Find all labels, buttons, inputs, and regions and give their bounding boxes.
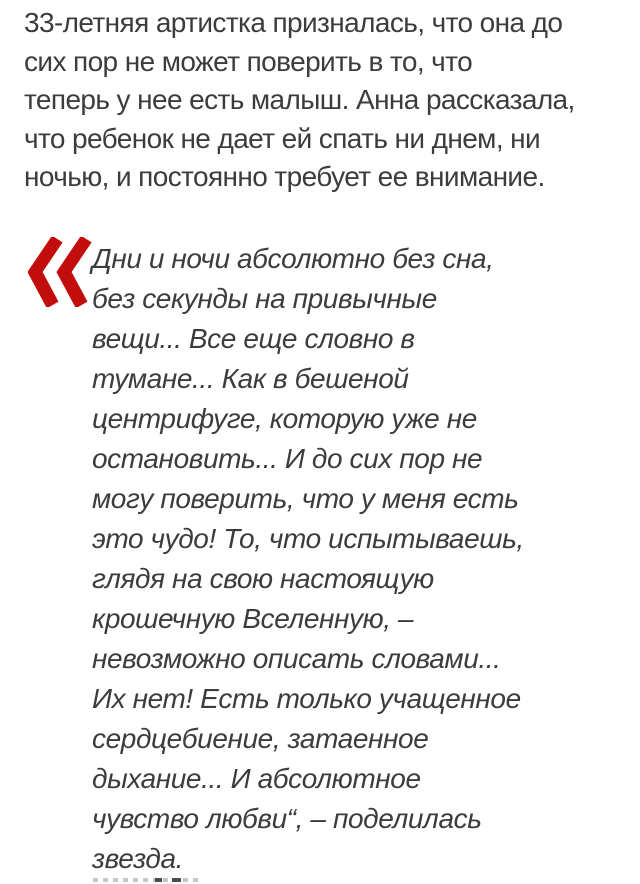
text-line: сих пор не может поверить в то, что bbox=[24, 45, 473, 77]
text-line: дыхание... И абсолютное bbox=[92, 762, 421, 794]
text-line: ночью, и постоянно требует ее внимание. bbox=[24, 161, 545, 192]
text-line: 33-летняя артистка призналась, что она до bbox=[24, 7, 563, 38]
text-line: могу поверить, что у меня есть bbox=[92, 482, 519, 514]
intro-paragraph bbox=[24, 4, 624, 197]
text-line: чувство любви“, – поделилась bbox=[92, 802, 482, 834]
article-body bbox=[0, 4, 640, 884]
text-line: звезда. bbox=[92, 842, 184, 874]
clipped-next-line bbox=[93, 878, 203, 882]
text-line: глядя на свою настоящую bbox=[92, 562, 434, 594]
text-line: остановить... И до сих пор не bbox=[92, 442, 483, 474]
text-line: теперь у нее есть малыш. Анна рассказала, bbox=[24, 84, 575, 115]
text-line: крошечную Вселенную, – bbox=[92, 602, 414, 634]
quote-block bbox=[28, 233, 624, 879]
text-line: тумане... Как в бешеной bbox=[92, 362, 409, 394]
text-line: Их нет! Есть только учащенное bbox=[92, 682, 521, 714]
text-line: без секунды на привычные bbox=[92, 282, 437, 314]
quote-text bbox=[92, 233, 524, 879]
text-line: это чудо! То, что испытываешь, bbox=[92, 522, 524, 554]
text-line: сердцебиение, затаенное bbox=[92, 722, 429, 754]
text-line: невозможно описать словами... bbox=[92, 642, 501, 674]
text-line: вещи... Все еще словно в bbox=[92, 322, 415, 354]
text-line: Дни и ночи абсолютно без сна, bbox=[92, 242, 494, 274]
text-line: центрифуге, которую уже не bbox=[92, 402, 477, 434]
text-line: что ребенок не дает ей спать ни днем, ни bbox=[24, 122, 541, 154]
opening-guillemet-quote-icon bbox=[28, 237, 92, 307]
